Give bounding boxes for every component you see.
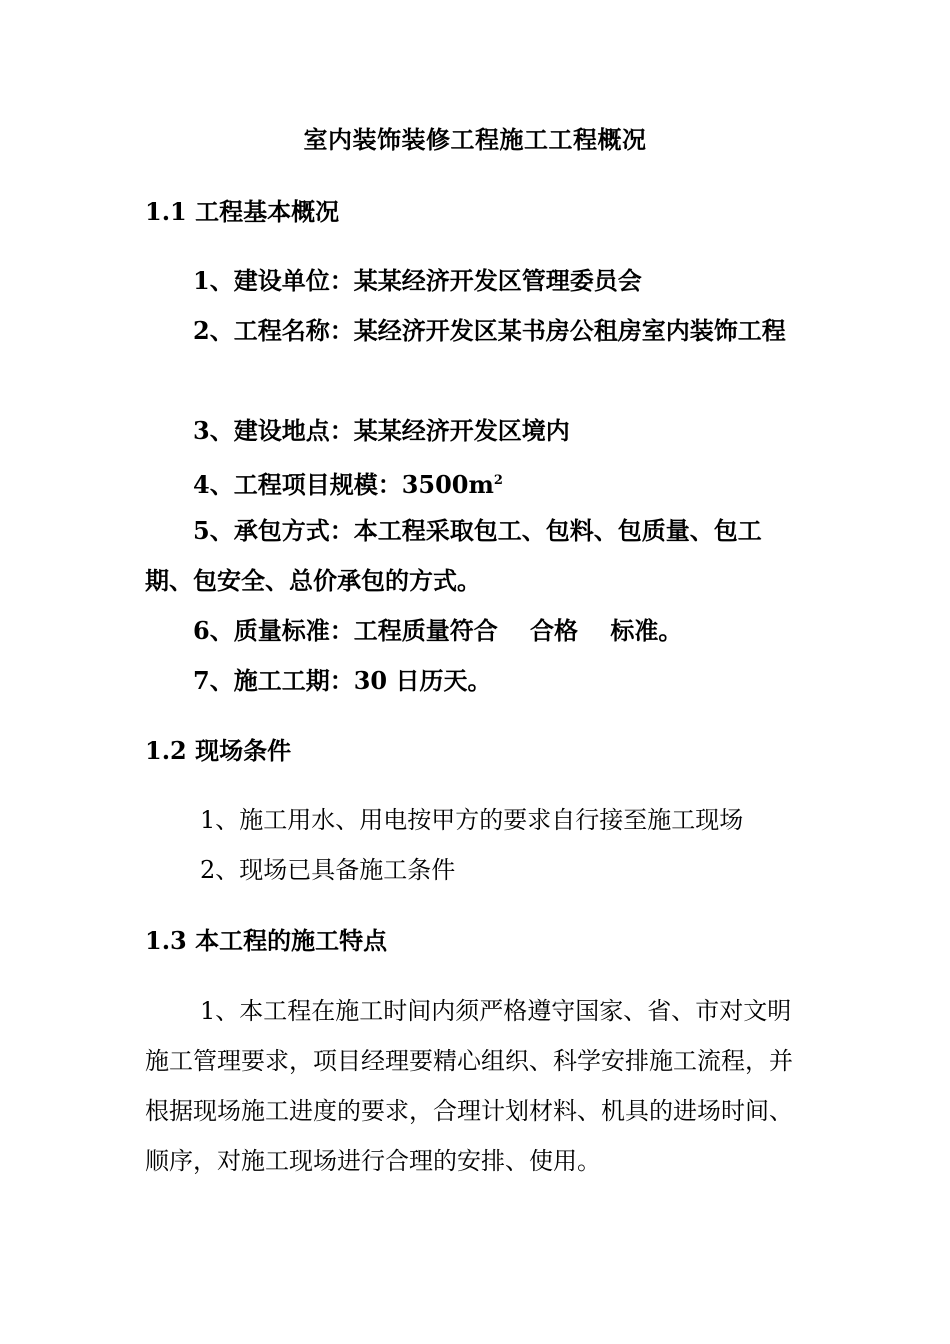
item-project-scale xyxy=(145,456,805,510)
section-heading-1-3: 1.3 本工程的施工特点 xyxy=(145,926,388,955)
item-quality-standard: 6、质量标准：工程质量符合 合格 标准。 xyxy=(193,616,683,645)
item-project-scale-superscript: 2 xyxy=(493,473,503,488)
item-project-name: 2、工程名称：某经济开发区某书房公租房室内装饰工程 xyxy=(193,316,786,345)
item-construction-site: 3、建设地点：某某经济开发区境内 xyxy=(193,416,570,445)
construction-features-paragraph: 1、本工程在施工时间内须严格遵守国家、省、市对文明施工管理要求，项目经理要精心组织、科学安排施工流程，并根据现场施工进度的要求，合理计划材料、机具的进场时间、顺序，对施工现场进行合理的安排、使用。 xyxy=(145,997,793,1175)
item-construction-unit: 1、建设单位：某某经济开发区管理委员会 xyxy=(193,266,642,295)
item-contract-mode: 5、承包方式：本工程采取包工、包料、包质量、包工期、包安全、总价承包的方式。 xyxy=(145,516,762,595)
item-project-scale-text: 4、工程项目规模：3500m xyxy=(193,470,494,499)
section-heading-1-2: 1.2 现场条件 xyxy=(145,736,292,765)
item-construction-period: 7、施工工期：30 日历天。 xyxy=(193,666,492,695)
site-condition-1: 1、施工用水、用电按甲方的要求自行接至施工现场 xyxy=(200,806,744,834)
document-title: 室内装饰装修工程施工工程概况 xyxy=(303,125,647,154)
site-condition-2: 2、现场已具备施工条件 xyxy=(200,856,456,884)
section-heading-1-1: 1.1 工程基本概况 xyxy=(145,197,340,226)
